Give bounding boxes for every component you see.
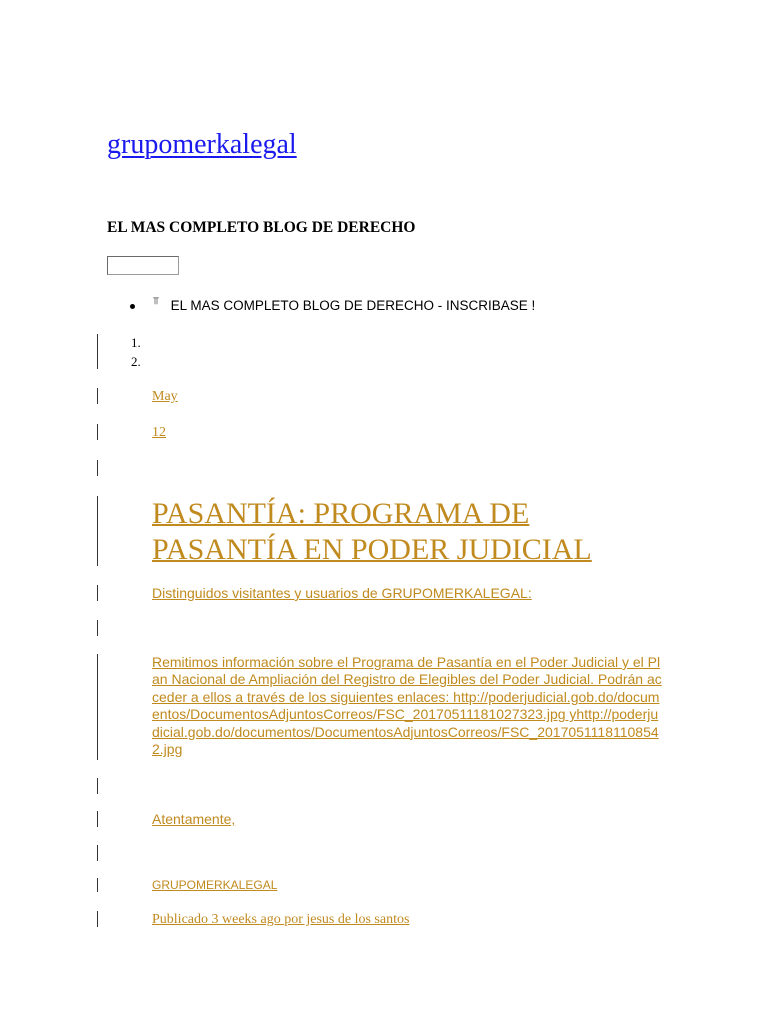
search-input[interactable] [107,256,179,275]
nav-item-inscribase[interactable] [130,296,535,316]
divider [97,620,98,636]
divider [97,811,98,827]
divider [97,878,98,892]
post-title-link[interactable]: PASANTÍA: PROGRAMA DE PASANTÍA EN PODER JUDICIAL [152,497,592,566]
pin-icon: ⫪ [153,296,159,307]
divider [97,424,98,440]
divider [97,845,98,861]
post-date-day[interactable]: 12 [152,425,166,440]
post-meta-link[interactable]: Publicado 3 weeks ago por jesus de los santos [152,912,410,927]
divider [97,778,98,794]
site-title-link[interactable]: grupomerkalegal [107,129,297,160]
divider [97,460,98,476]
ordered-list [131,333,141,371]
divider [97,911,98,927]
divider [97,654,98,760]
divider [97,334,98,369]
post-body[interactable]: Remitimos información sobre el Programa de Pasantía en el Poder Judicial y el Plan Nacional de Ampliación del Registro de Elegibles del Poder Judicial. Podrán acceder a ellos a través de los siguientes enlaces: http://poderjudicial.gob.do/documentos/DocumentosAdjuntosCorreos/FSC_20170511181027323.jpg yhttp://poderjudicial.gob.do/documentos/DocumentosAdjuntosCorreos/FSC_20170511181108542.jpg [152,654,662,758]
divider [97,388,98,404]
divider [97,496,98,566]
divider [97,585,98,601]
post-signature[interactable]: GRUPOMERKALEGAL [152,878,278,892]
post-date-month[interactable]: May [152,389,178,404]
list-item: 1. [131,335,141,350]
bullet-icon [130,304,135,309]
nav-item-label: EL MAS COMPLETO BLOG DE DERECHO - INSCRIBASE ! [170,298,536,313]
site-tagline: EL MAS COMPLETO BLOG DE DERECHO [107,219,416,236]
list-item: 2. [131,354,141,369]
post-greeting[interactable]: Distinguidos visitantes y usuarios de GRUPOMERKALEGAL: [152,585,532,601]
post-closing[interactable]: Atentamente, [152,811,236,827]
nav-list [130,296,535,316]
